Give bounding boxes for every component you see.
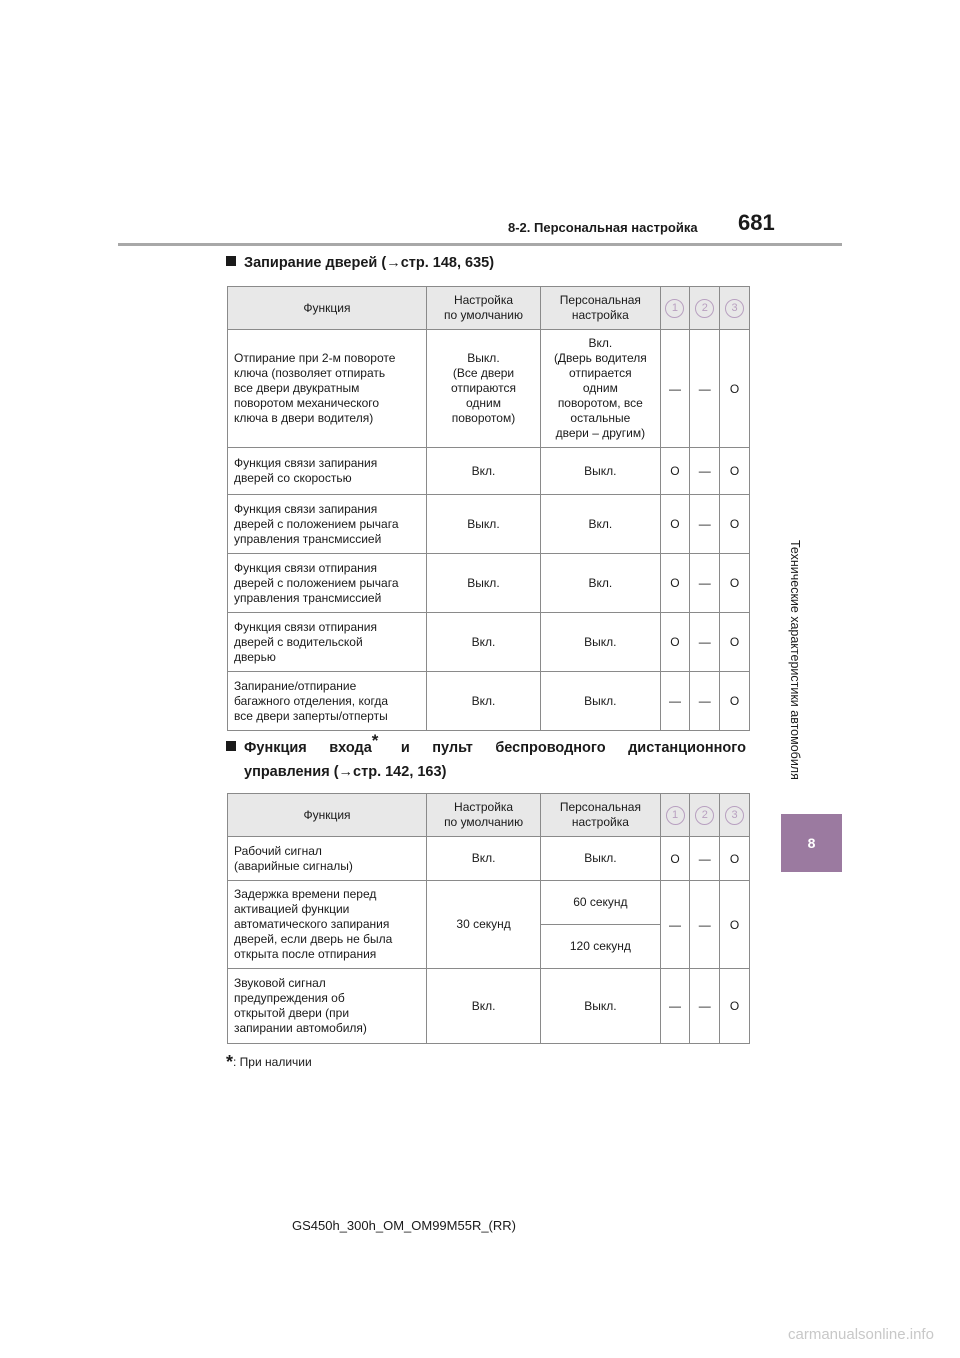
square-bullet-icon [226, 256, 236, 266]
section-title: 8-2. Персональная настройка [508, 220, 698, 235]
cell-default: Вкл. [426, 672, 540, 731]
cell-mode-2: — [690, 837, 720, 881]
cell-personal: Вкл. [541, 554, 660, 613]
chapter-tab[interactable]: 8 [781, 814, 842, 872]
cell-default: Вкл. [427, 837, 541, 881]
col-mode-2: 2 [690, 794, 720, 837]
heading-line-2: управления (→стр. 142, 163) [244, 764, 447, 780]
col-personal: Персональная настройка [541, 794, 660, 837]
footnote-asterisk: * [226, 1052, 234, 1072]
cell-mode-2: — [690, 613, 720, 672]
footnote-marker: * [371, 731, 379, 750]
cell-function: Звуковой сигнал предупреждения об открытой двери (при запирании автомобиля) [228, 969, 427, 1044]
col-default: Настройка по умолчанию [427, 794, 541, 837]
table-row [228, 495, 750, 554]
cell-mode-3: O [720, 672, 750, 731]
cell-personal: Вкл. [541, 495, 660, 554]
cell-mode-3: O [720, 495, 750, 554]
table-row [228, 613, 750, 672]
cell-mode-2: — [690, 881, 720, 969]
cell-default: Выкл. [426, 554, 540, 613]
cell-mode-1: — [660, 672, 690, 731]
cell-mode-3: O [720, 330, 750, 448]
col-mode-1: 1 [660, 287, 690, 330]
cell-default: Вкл. [426, 613, 540, 672]
cell-mode-2: — [690, 969, 720, 1044]
footnote: *: При наличии [226, 1052, 312, 1072]
table-row [228, 672, 750, 731]
cell-personal: Выкл. [541, 613, 660, 672]
watermark: carmanualsonline.info [788, 1326, 934, 1343]
heading-line-1: Функция входа* и пульт беспроводного дистанционного [226, 736, 746, 760]
table-header-row [228, 794, 750, 837]
entry-function-table [227, 793, 750, 1044]
table-row [228, 837, 750, 881]
section-heading-entry-function [226, 731, 746, 784]
cell-mode-2: — [690, 495, 720, 554]
cell-function: Функция связи отпирания дверей с водительской дверью [228, 613, 427, 672]
cell-default: Вкл. [427, 969, 541, 1044]
cell-default: Выкл. [426, 495, 540, 554]
cell-mode-2: — [690, 330, 720, 448]
col-mode-3: 3 [720, 287, 750, 330]
cell-mode-1: O [660, 837, 690, 881]
cell-mode-3: O [720, 613, 750, 672]
cell-default: Вкл. [426, 448, 540, 495]
cell-function: Отпирание при 2-м повороте ключа (позволяет отпирать все двери двукратным поворотом механического ключа в двери водителя) [228, 330, 427, 448]
cell-mode-3: O [720, 448, 750, 495]
cell-personal: Выкл. [541, 837, 660, 881]
cell-personal-b: 120 секунд [541, 925, 660, 969]
col-mode-2: 2 [690, 287, 720, 330]
cell-mode-2: — [690, 448, 720, 495]
cell-mode-1: — [660, 969, 690, 1044]
cell-mode-1: — [660, 330, 690, 448]
cell-mode-1: O [660, 448, 690, 495]
cell-function: Задержка времени перед активацией функции автоматического запирания дверей, если дверь не была открыта после отпирания [228, 881, 427, 969]
document-code: GS450h_300h_OM_OM99M55R_(RR) [292, 1218, 516, 1233]
section-heading-door-locking: Запирание дверей (→стр. 148, 635) [226, 255, 494, 271]
cell-personal: Выкл. [541, 448, 660, 495]
cell-personal: Выкл. [541, 672, 660, 731]
table-row [228, 881, 750, 925]
col-personal: Персональная настройка [541, 287, 660, 330]
col-mode-3: 3 [720, 794, 750, 837]
door-locking-table [227, 286, 750, 731]
table-row [228, 448, 750, 495]
cell-mode-2: — [690, 672, 720, 731]
cell-function: Рабочий сигнал (аварийные сигналы) [228, 837, 427, 881]
cell-personal-a: 60 секунд [541, 881, 660, 925]
col-mode-1: 1 [660, 794, 690, 837]
cell-personal: Вкл. (Дверь водителя отпирается одним поворотом, все остальные двери – другим) [541, 330, 660, 448]
square-bullet-icon [226, 741, 236, 751]
cell-mode-1: O [660, 554, 690, 613]
cell-mode-1: — [660, 881, 690, 969]
table-row [228, 330, 750, 448]
cell-function: Функция связи запирания дверей с положением рычага управления трансмиссией [228, 495, 427, 554]
cell-function: Функция связи отпирания дверей с положением рычага управления трансмиссией [228, 554, 427, 613]
table-header-row [228, 287, 750, 330]
cell-mode-3: O [720, 554, 750, 613]
table-row [228, 969, 750, 1044]
header-rule [118, 243, 842, 246]
page-number: 681 [738, 210, 775, 235]
cell-mode-1: O [660, 495, 690, 554]
col-function: Функция [228, 287, 427, 330]
table-row [228, 554, 750, 613]
col-default: Настройка по умолчанию [426, 287, 540, 330]
chapter-title-vertical: Технические характеристики автомобиля [788, 540, 802, 780]
cell-function: Функция связи запирания дверей со скоростью [228, 448, 427, 495]
cell-default: 30 секунд [427, 881, 541, 969]
cell-mode-2: — [690, 554, 720, 613]
cell-function: Запирание/отпирание багажного отделения, когда все двери заперты/отперты [228, 672, 427, 731]
col-function: Функция [228, 794, 427, 837]
cell-default: Выкл. (Все двери отпираются одним поворотом) [426, 330, 540, 448]
cell-mode-3: O [720, 837, 750, 881]
cell-personal: Выкл. [541, 969, 660, 1044]
cell-mode-3: O [720, 969, 750, 1044]
cell-mode-3: O [720, 881, 750, 969]
cell-mode-1: O [660, 613, 690, 672]
